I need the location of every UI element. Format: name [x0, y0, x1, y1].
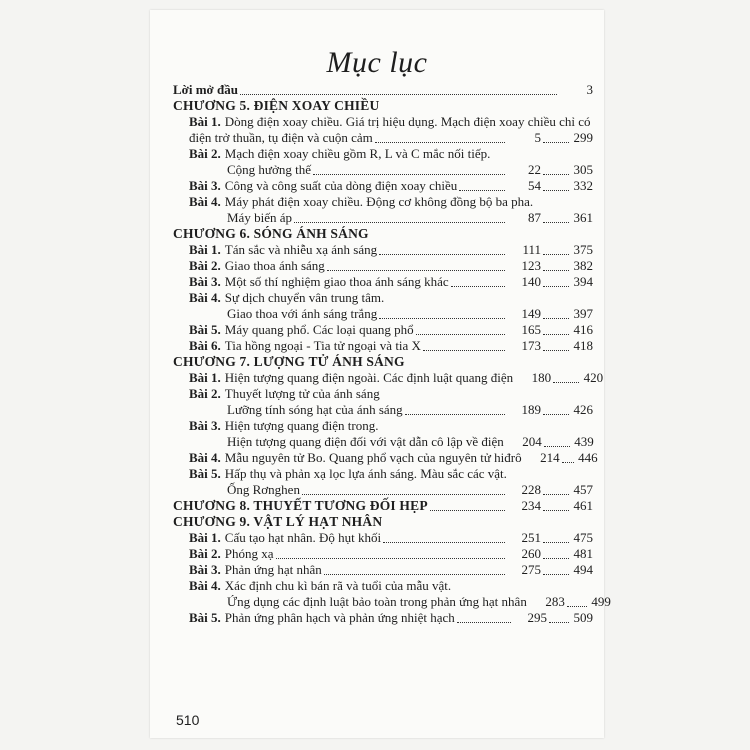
lesson-label: Bài 3. [189, 418, 221, 433]
page-ref-1: 295 [527, 610, 547, 625]
page-ref-1: 260 [521, 546, 541, 561]
page-number: 510 [176, 712, 200, 728]
leader-dots [543, 285, 569, 287]
table-of-contents [173, 82, 611, 626]
lesson-title-cont: Ứng dụng các định luật bảo toàn trong phản ứng hạt nhân [227, 594, 527, 609]
page-ref-2: 394 [573, 274, 593, 289]
lesson-title: Máy quang phổ. Các loại quang phổ [224, 322, 414, 337]
toc-row [173, 498, 593, 514]
toc-row [173, 322, 593, 338]
book-page [150, 10, 611, 738]
page-ref-1: 251 [521, 530, 541, 545]
leader-dots [543, 349, 569, 351]
page-ref-2: 420 [583, 370, 604, 385]
lesson-title: Phản ứng phân hạch và phản ứng nhiệt hạch [224, 610, 455, 625]
leader-dots [567, 605, 587, 607]
toc-row [173, 530, 593, 546]
lesson-title-cont: điện trở thuần, tụ điện và cuộn cảm [189, 130, 373, 145]
toc-row [173, 242, 593, 258]
lesson-title-cont: Hiện tượng quang điện đối với vật dẫn cô lập về điện [227, 434, 504, 449]
lesson-label: Bài 3. [189, 562, 221, 577]
lesson-title-cont: Ống Rơnghen [227, 482, 300, 497]
lesson-title: Hấp thụ và phản xạ lọc lựa ánh sáng. Màu sắc các vật. [224, 466, 507, 481]
leader-dots [543, 317, 569, 319]
lesson-title: Phóng xạ [224, 546, 274, 561]
leader-dots [457, 621, 511, 623]
page-ref-2: 475 [573, 530, 593, 545]
page-ref-1: 228 [521, 482, 541, 497]
toc-row [173, 562, 593, 578]
leader-dots [383, 541, 505, 543]
lesson-title: Một số thí nghiệm giao thoa ánh sáng khác [224, 274, 449, 289]
page-ref-2: 299 [573, 130, 593, 145]
toc-row [173, 594, 611, 610]
page-ref-1: 214 [540, 450, 560, 465]
page-ref-1: 234 [521, 498, 541, 513]
page-ref-1: 165 [521, 322, 541, 337]
lesson-title: Xác định chu kì bán rã và tuổi của mẫu vật. [224, 578, 452, 593]
leader-dots [543, 269, 569, 271]
lesson-label: Bài 1. [189, 242, 221, 257]
page-ref-2: 461 [573, 498, 593, 513]
leader-dots [313, 173, 505, 175]
lesson-title-cont: Lưỡng tính sóng hạt của ánh sáng [227, 402, 403, 417]
toc-row [173, 610, 593, 626]
leader-dots [379, 253, 505, 255]
page-ref-1: 54 [528, 178, 541, 193]
page-ref-1: 189 [521, 402, 541, 417]
lesson-label: Bài 1. [189, 370, 221, 385]
lesson-label: Bài 4. [189, 578, 221, 593]
lesson-label: Bài 1. [189, 530, 221, 545]
page-ref-1: 140 [521, 274, 541, 289]
lesson-label: Bài 6. [189, 338, 221, 353]
page-ref-1: 5 [534, 130, 541, 145]
toc-row [173, 482, 593, 498]
toc-row [173, 434, 593, 450]
lesson-label: Bài 1. [189, 114, 221, 129]
leader-dots [543, 413, 569, 415]
lesson-label: Bài 2. [189, 546, 221, 561]
leader-dots [553, 381, 579, 383]
leader-dots [324, 573, 505, 575]
leader-dots [543, 573, 569, 575]
toc-row [173, 306, 593, 322]
lesson-title: Tán sắc và nhiễu xạ ánh sáng [224, 242, 378, 257]
leader-dots [543, 253, 569, 255]
intro-label: Lời mở đầu [173, 82, 238, 97]
chapter-heading: CHƯƠNG 6. SÓNG ÁNH SÁNG [173, 226, 369, 241]
lesson-label: Bài 2. [189, 258, 221, 273]
page-ref-2: 446 [578, 450, 598, 465]
page-ref-2: 439 [574, 434, 594, 449]
page-ref-2: 332 [573, 178, 593, 193]
lesson-label: Bài 4. [189, 290, 221, 305]
leader-dots [543, 333, 569, 335]
intro-page: 3 [586, 82, 593, 97]
leader-dots [543, 557, 569, 559]
toc-row [173, 210, 593, 226]
leader-dots [379, 317, 505, 319]
lesson-label: Bài 4. [189, 194, 221, 209]
lesson-title: Mạch điện xoay chiều gồm R, L và C mắc nối tiếp. [224, 146, 491, 161]
toc-row [173, 546, 593, 562]
toc-row [173, 370, 604, 386]
lesson-label: Bài 5. [189, 466, 221, 481]
lesson-title: Công và công suất của dòng điện xoay chiều [224, 178, 458, 193]
page-ref-1: 283 [545, 594, 565, 609]
leader-dots [430, 509, 505, 511]
lesson-title: Sự dịch chuyển vân trung tâm. [224, 290, 385, 305]
lesson-title: Phản ứng hạt nhân [224, 562, 322, 577]
leader-dots [294, 221, 505, 223]
leader-dots [543, 509, 569, 511]
leader-dots [543, 173, 569, 175]
lesson-title: Cấu tạo hạt nhân. Độ hụt khối [224, 530, 382, 545]
page-ref-2: 499 [591, 594, 611, 609]
page-ref-2: 361 [573, 210, 593, 225]
lesson-title: Mẫu nguyên tử Bo. Quang phổ vạch của nguyên tử hiđrô [224, 450, 522, 465]
leader-dots [240, 93, 557, 95]
toc-intro-row [173, 82, 593, 98]
page-ref-2: 481 [573, 546, 593, 561]
lesson-title: Máy phát điện xoay chiều. Động cơ không đồng bộ ba pha. [224, 194, 534, 209]
page-ref-2: 305 [573, 162, 593, 177]
lesson-label: Bài 5. [189, 610, 221, 625]
leader-dots [459, 189, 505, 191]
page-ref-1: 87 [528, 210, 541, 225]
page-ref-2: 494 [573, 562, 593, 577]
page-ref-2: 416 [573, 322, 593, 337]
page-ref-1: 111 [522, 242, 541, 257]
lesson-label: Bài 3. [189, 274, 221, 289]
leader-dots [451, 285, 505, 287]
leader-dots [562, 461, 574, 463]
page-ref-1: 204 [522, 434, 542, 449]
toc-row [173, 258, 593, 274]
page-ref-1: 22 [528, 162, 541, 177]
page-ref-2: 509 [573, 610, 593, 625]
page-ref-2: 382 [573, 258, 593, 273]
leader-dots [327, 269, 505, 271]
page-ref-1: 275 [521, 562, 541, 577]
chapter-heading: CHƯƠNG 9. VẬT LÝ HẠT NHÂN [173, 514, 383, 529]
chapter-heading: CHƯƠNG 8. THUYẾT TƯƠNG ĐỐI HẸP [173, 498, 428, 513]
leader-dots [423, 349, 505, 351]
page-ref-2: 457 [573, 482, 593, 497]
page-ref-1: 173 [521, 338, 541, 353]
leader-dots [416, 333, 505, 335]
toc-row [173, 338, 593, 354]
toc-row [173, 274, 593, 290]
page-title: Mục lục [326, 46, 428, 79]
lesson-label: Bài 5. [189, 322, 221, 337]
leader-dots [544, 445, 570, 447]
page-ref-2: 418 [573, 338, 593, 353]
leader-dots [302, 493, 505, 495]
chapter-heading: CHƯƠNG 5. ĐIỆN XOAY CHIỀU [173, 98, 380, 113]
leader-dots [543, 493, 569, 495]
lesson-label: Bài 3. [189, 178, 221, 193]
lesson-label: Bài 4. [189, 450, 221, 465]
lesson-title: Giao thoa ánh sáng [224, 258, 325, 273]
toc-row [173, 130, 593, 146]
lesson-label: Bài 2. [189, 146, 221, 161]
leader-dots [549, 621, 569, 623]
leader-dots [405, 413, 505, 415]
page-ref-2: 426 [573, 402, 593, 417]
page-ref-1: 180 [531, 370, 552, 385]
page-ref-2: 375 [573, 242, 593, 257]
lesson-title: Hiện tượng quang điện trong. [224, 418, 379, 433]
toc-row [173, 162, 593, 178]
lesson-label: Bài 2. [189, 386, 221, 401]
leader-dots [543, 141, 569, 143]
lesson-title: Hiện tượng quang điện ngoài. Các định luật quang điện [224, 370, 514, 385]
leader-dots [276, 557, 505, 559]
leader-dots [543, 541, 569, 543]
page-ref-2: 397 [573, 306, 593, 321]
page-ref-1: 123 [521, 258, 541, 273]
lesson-title: Thuyết lượng tử của ánh sáng [224, 386, 380, 401]
lesson-title-cont: Máy biến áp [227, 210, 292, 225]
toc-row [173, 402, 593, 418]
lesson-title-cont: Cộng hưởng thế [227, 162, 311, 177]
leader-dots [543, 221, 569, 223]
page-ref-1: 149 [521, 306, 541, 321]
lesson-title: Dòng điện xoay chiều. Giá trị hiệu dụng. Mạch điện xoay chiều chỉ có [224, 114, 591, 129]
lesson-title: Tia hồng ngoại - Tia tử ngoại và tia X [224, 338, 421, 353]
leader-dots [543, 189, 569, 191]
toc-row [173, 450, 598, 466]
toc-row [173, 178, 593, 194]
leader-dots [375, 141, 505, 143]
lesson-title-cont: Giao thoa với ánh sáng trắng [227, 306, 378, 321]
chapter-heading: CHƯƠNG 7. LƯỢNG TỬ ÁNH SÁNG [173, 354, 405, 369]
